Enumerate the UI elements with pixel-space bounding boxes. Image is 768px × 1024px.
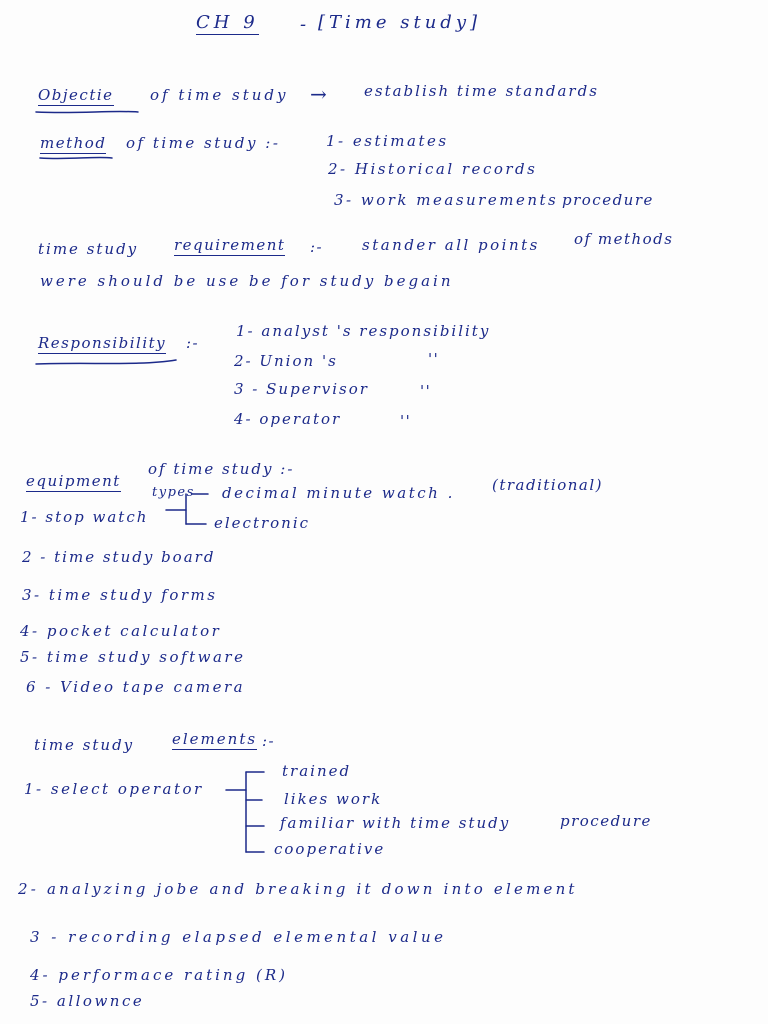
elements-pre: time study <box>34 736 135 754</box>
operator-trait-1: trained <box>282 762 352 780</box>
method-item-1: 1- estimates <box>326 132 449 150</box>
equipment-item-1: 1- stop watch <box>20 508 149 526</box>
requirement-pre: time study <box>38 240 139 258</box>
element-item-4: 4- performace rating (R) <box>30 966 288 984</box>
method-item-3: 3- work measurements <box>334 191 559 209</box>
method-item-3-procedure: procedure <box>562 191 654 209</box>
page-title: [Time study] <box>318 12 482 33</box>
responsibility-item-3: 3 - Supervisor <box>234 380 369 398</box>
requirement-line1-tail: of methods <box>574 230 674 248</box>
electronic-watch: electronic <box>214 514 311 532</box>
select-operator: 1- select operator <box>24 780 204 798</box>
operator-trait-2: likes work <box>284 790 383 808</box>
operator-trait-3: familiar with time study <box>280 814 511 832</box>
equipment-item-2: 2 - time study board <box>22 548 216 566</box>
ditto-mark: '' <box>420 382 432 400</box>
equipment-item-5: 5- time study software <box>20 648 246 666</box>
responsibility-label: Responsibility <box>38 334 167 352</box>
elements-sep: :- <box>262 732 276 750</box>
element-item-5: 5- allownce <box>30 992 145 1010</box>
equipment-item-4: 4- pocket calculator <box>20 622 222 640</box>
arrow-icon: → <box>310 82 329 106</box>
operator-trait-3-procedure: procedure <box>560 812 652 830</box>
equipment-item-3: 3- time study forms <box>22 586 218 604</box>
chapter-number: CH 9 <box>196 12 259 33</box>
requirement-label: requirement <box>174 236 286 254</box>
responsibility-item-2: 2- Union 's <box>234 352 338 370</box>
ditto-mark: '' <box>428 350 440 368</box>
equipment-rest: of time study :- <box>148 460 295 478</box>
objective-label: Objectie <box>38 86 114 104</box>
operator-trait-4: cooperative <box>274 840 386 858</box>
method-item-2: 2- Historical records <box>328 160 538 178</box>
equipment-item-6: 6 - Video tape camera <box>26 678 246 696</box>
requirement-line2: were should be use be for study begain <box>40 272 454 290</box>
responsibility-sep: :- <box>186 334 200 352</box>
objective-rest: of time study <box>150 86 289 104</box>
types-label: types <box>152 485 195 500</box>
responsibility-item-4: 4- operator <box>234 410 342 428</box>
title-dash: - <box>300 14 311 35</box>
requirement-sep: :- <box>310 238 324 256</box>
objective-value: establish time standards <box>364 82 599 100</box>
method-rest: of time study :- <box>126 134 281 152</box>
traditional-note: (traditional) <box>492 476 604 494</box>
elements-label: elements <box>172 730 258 748</box>
element-item-2: 2- analyzing jobe and breaking it down into element <box>18 880 578 898</box>
equipment-label: equipment <box>26 472 121 490</box>
method-label: method <box>40 134 107 152</box>
element-item-3: 3 - recording elapsed elemental value <box>30 928 447 946</box>
ditto-mark: '' <box>400 412 412 430</box>
decimal-watch: decimal minute watch . <box>222 484 455 502</box>
requirement-line1: stander all points <box>362 236 540 254</box>
responsibility-item-1: 1- analyst 's responsibility <box>236 322 491 340</box>
